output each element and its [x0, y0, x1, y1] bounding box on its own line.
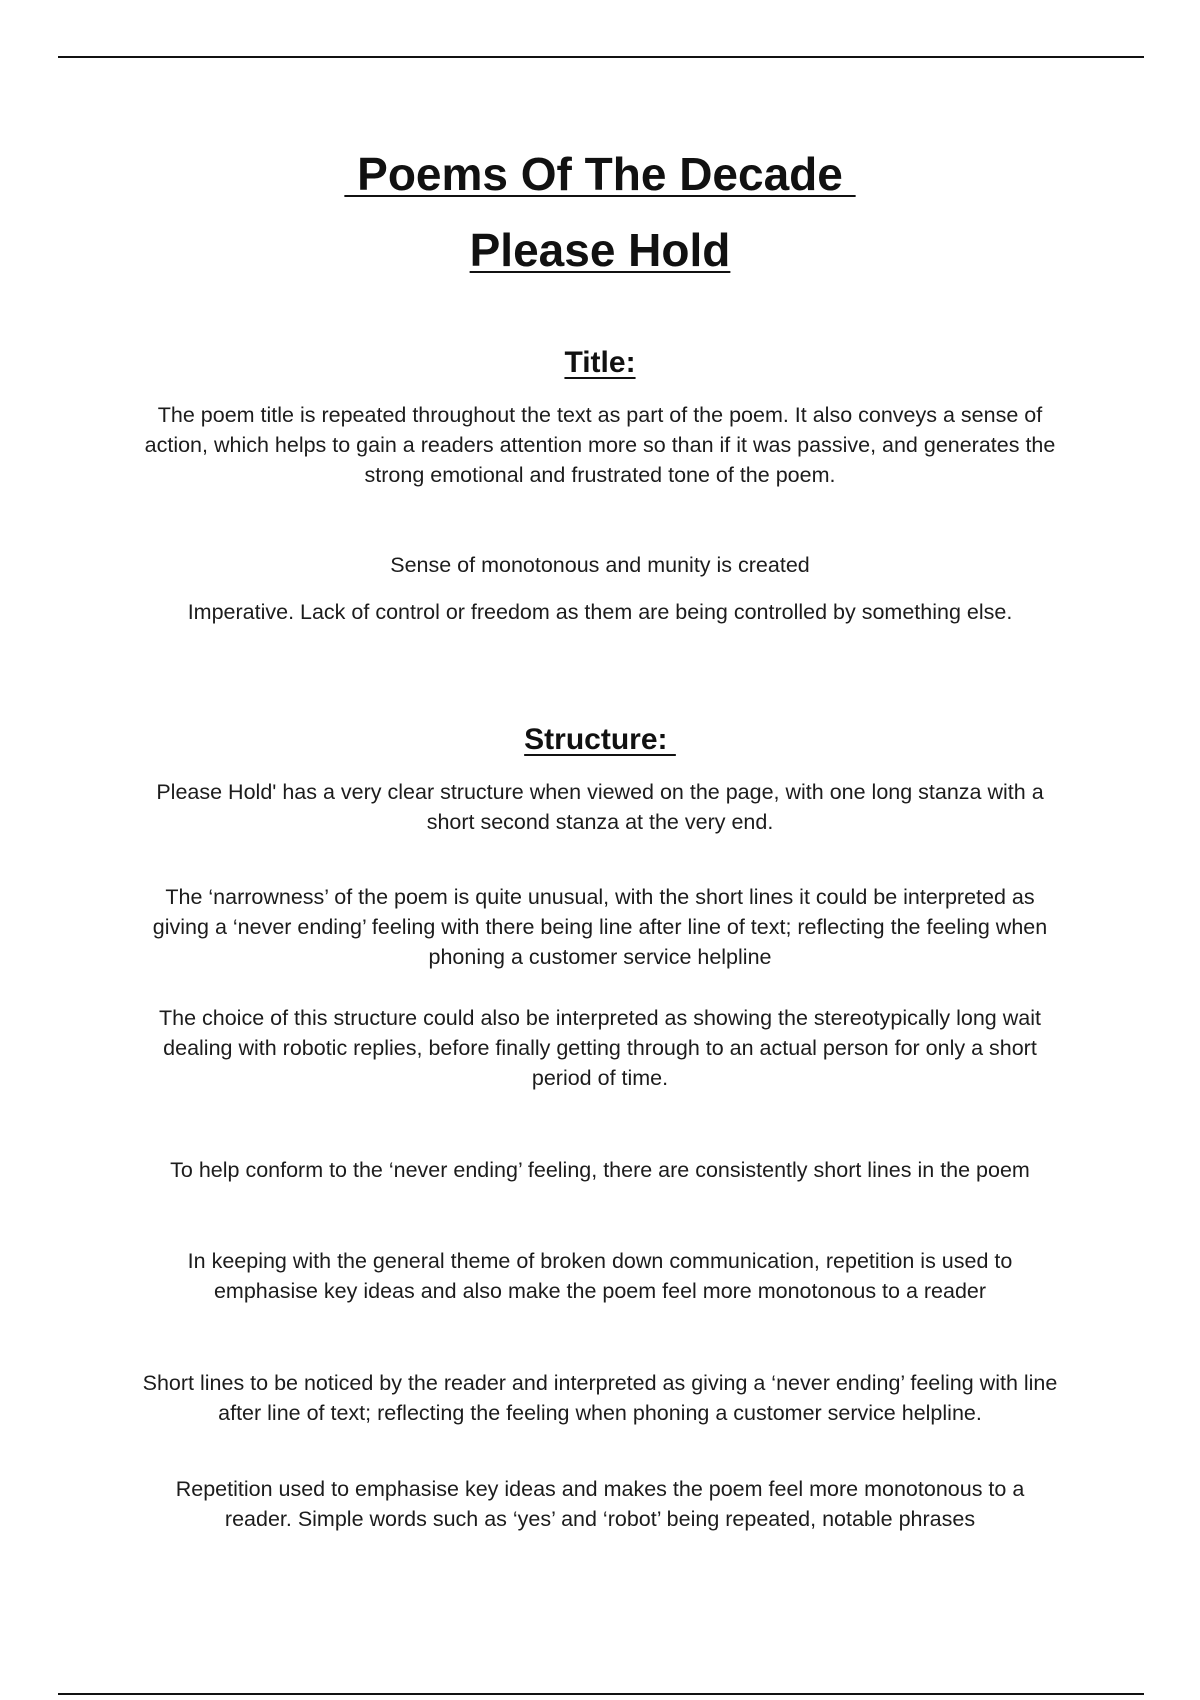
structure-paragraph-7: Repetition used to emphasise key ideas and makes the poem feel more monotonous to a reader. Simple words such as ‘yes’ and ‘robot’ being repeated, notable phrases: [175, 1477, 1025, 1531]
structure-paragraph-2: The ‘narrowness’ of the poem is quite unusual, with the short lines it could be interpreted as giving a ‘never ending’ feeling with there being line after line of text; reflecting the feeling when phoning a customer service helpline: [152, 885, 1048, 969]
structure-paragraph-6: Short lines to be noticed by the reader and interpreted as giving a ‘never ending’ feeling with line after line of text; reflecting the feeling when phoning a customer service helpline.: [142, 1371, 1058, 1425]
section-heading-structure: Structure:: [524, 723, 676, 756]
title-paragraph-3: Imperative. Lack of control or freedom as them are being controlled by something else.: [187, 600, 1013, 624]
document-title: Poems Of The Decade: [344, 148, 856, 200]
structure-paragraph-3: The choice of this structure could also be interpreted as showing the stereotypically long wait dealing with robotic replies, before finally getting through to an actual person for only a short period of time.: [159, 1006, 1041, 1090]
structure-paragraph-4: To help conform to the ‘never ending’ feeling, there are consistently short lines in the poem: [170, 1158, 1030, 1182]
section-heading-title: Title:: [564, 346, 636, 379]
bottom-rule: [58, 1693, 1144, 1695]
top-rule: [58, 56, 1144, 58]
title-paragraph-2: Sense of monotonous and munity is created: [390, 553, 810, 577]
document-subtitle: Please Hold: [469, 224, 731, 276]
structure-paragraph-1: Please Hold' has a very clear structure when viewed on the page, with one long stanza with a short second stanza at the very end.: [156, 780, 1044, 834]
structure-paragraph-5: In keeping with the general theme of broken down communication, repetition is used to emphasise key ideas and also make the poem feel more monotonous to a reader: [187, 1249, 1013, 1303]
title-paragraph-1: The poem title is repeated throughout the text as part of the poem. It also conveys a sense of action, which helps to gain a readers attention more so than if it was passive, and generates the strong emotional and frustrated tone of the poem.: [144, 403, 1056, 487]
